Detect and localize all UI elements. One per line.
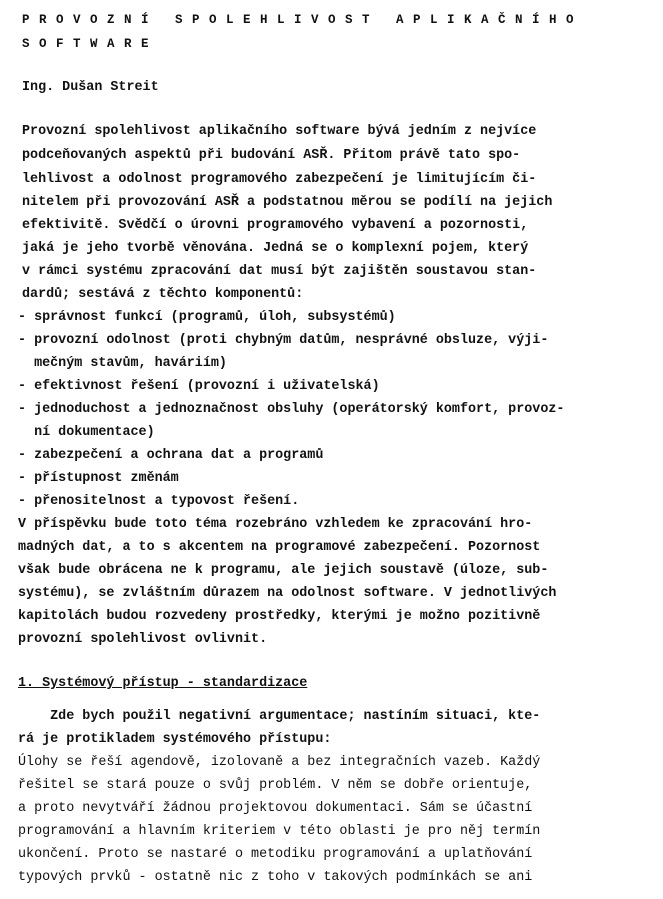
title-line-1: PROVOZNÍ SPOLEHLIVOST APLIKAČNÍHO bbox=[22, 13, 584, 27]
closing-line: provozní spolehlivost ovlivnit. bbox=[18, 632, 268, 647]
list-item: - zabezpečení a ochrana dat a programů bbox=[18, 448, 324, 463]
closing-line: však bude obrácena ne k programu, ale jejich soustavě (úloze, sub- bbox=[18, 563, 549, 578]
section-line: ukončení. Proto se nastaré o metodiku programování a uplatňování bbox=[18, 847, 533, 862]
intro-line: nitelem při provozování ASŘ a podstatnou měrou se podílí na jejich bbox=[22, 195, 553, 210]
section-line: programování a hlavním kriteriem v této oblasti je pro něj termín bbox=[18, 824, 541, 839]
intro-line: Provozní spolehlivost aplikačního software bývá jedním z nejvíce bbox=[22, 124, 537, 139]
intro-line: jaká je jeho tvorbě věnována. Jedná se o komplexní pojem, který bbox=[22, 241, 529, 256]
author: Ing. Dušan Streit bbox=[22, 80, 159, 95]
section-line: rá je protikladem systémového přístupu: bbox=[18, 732, 332, 747]
section-heading: 1. Systémový přístup - standardizace bbox=[18, 676, 308, 691]
section-line: typových prvků - ostatně nic z toho v takových podmínkách se ani bbox=[18, 870, 533, 885]
intro-line: v rámci systému zpracování dat musí být zajištěn soustavou stan- bbox=[22, 264, 537, 279]
intro-line: lehlivost a odolnost programového zabezpečení je limitujícím či- bbox=[22, 172, 537, 187]
list-item: - přístupnost změnám bbox=[18, 471, 179, 486]
intro-line: dardů; sestává z těchto komponentů: bbox=[22, 287, 304, 302]
intro-line: efektivitě. Svědčí o úrovni programového vybavení a pozornosti, bbox=[22, 218, 529, 233]
section-line: Zde bych použil negativní argumentace; nastíním situaci, kte- bbox=[18, 709, 541, 724]
list-item: - jednoduchost a jednoznačnost obsluhy (operátorský komfort, provoz- bbox=[18, 402, 565, 417]
closing-line: kapitolách budou rozvedeny prostředky, kterými je možno pozitivně bbox=[18, 609, 541, 624]
intro-line: podceňovaných aspektů při budování ASŘ. Přitom právě tato spo- bbox=[22, 148, 521, 163]
list-item: - správnost funkcí (programů, úloh, subsystémů) bbox=[18, 310, 396, 325]
closing-line: madných dat, a to s akcentem na programové zabezpečení. Pozornost bbox=[18, 540, 541, 555]
list-item: - provozní odolnost (proti chybným datům, nesprávné obsluze, výji- bbox=[18, 333, 549, 348]
section-line: řešitel se stará pouze o svůj problém. V něm se dobře orientuje, bbox=[18, 778, 533, 793]
list-item: ní dokumentace) bbox=[18, 425, 155, 440]
list-item: - přenositelnost a typovost řešení. bbox=[18, 494, 300, 509]
section-line: Úlohy se řeší agendově, izolovaně a bez integračních vazeb. Každý bbox=[18, 755, 541, 770]
list-item: - efektivnost řešení (provozní i uživatelská) bbox=[18, 379, 380, 394]
list-item: mečným stavům, haváriím) bbox=[18, 356, 227, 371]
closing-line: systému), se zvláštním důrazem na odolnost software. V jednotlivých bbox=[18, 586, 557, 601]
closing-line: V příspěvku bude toto téma rozebráno vzhledem ke zpracování hro- bbox=[18, 517, 533, 532]
section-line: a proto nevytváří žádnou projektovou dokumentaci. Sám se účastní bbox=[18, 801, 533, 816]
title-line-2: SOFTWARE bbox=[22, 37, 159, 51]
